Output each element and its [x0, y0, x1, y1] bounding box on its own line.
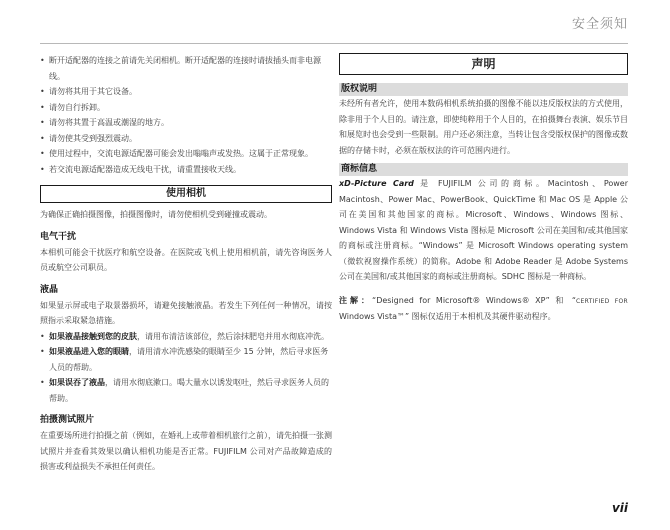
list-item: • 请勿将其用于其它设备。	[40, 84, 332, 100]
note-label: 注解：	[339, 295, 373, 305]
trademark-body: 是 FUJIFILM 公司的商标。Macintosh、Power Macintosh、Power Mac、PowerBook、QuickTime 和 Mac OS 是 Apple 公司在美国和其他国家的商标。Microsoft、Windows、Windows 图标、Windows Vista 和 Windows Vista 图标是 Microsoft 公司在美国和/或其他国家的商标或注册商标。“Windows” 是 Microsoft Windows operating system（微软视窗操作系统）的简称。Adobe 和 Adobe Reader 是 Adobe Systems 公司在美国和/或其他国家的商标或注册商标。SDHC 图标是一种商标。	[339, 179, 629, 281]
trademark-text	[339, 176, 628, 285]
left-column	[40, 53, 332, 475]
test-shot-text: 在重要场所进行拍摄之前（例如，在婚礼上或带着相机旅行之前），请先拍摄一张测试照片并查看其效果以确认相机功能是否正常。FUJIFILM 公司对产品故障造成的损害或利益损失不承担任何责任。	[40, 431, 332, 471]
copyright-text: 未经所有者允许，使用本数码相机系统拍摄的图像不能以违反版权法的方式使用，除非用于个人目的。请注意，即使纯粹用于个人目的，在拍摄舞台表演、娱乐节目和展览时也会受到一些限制。用户还必须注意，当转让包含受版权保护的图像或数据的存储卡时，必须在版权法的许可范围内进行。	[339, 99, 628, 155]
note-text-b: Windows Vista™” 图标仅适用于本相机及其硬件驱动程序。	[339, 312, 556, 321]
list-item: • 请勿将其置于高温或潮湿的地方。	[40, 115, 332, 131]
interference-text: 本相机可能会干扰医疗和航空设备。在医院或飞机上使用相机前，请先咨询医务人员或航空公司职员。	[40, 247, 332, 272]
lcd-item-emphasis: 如果误吞了液晶	[49, 378, 105, 387]
interference-heading: 电气干扰	[40, 231, 77, 242]
list-item: • 请勿使其受到强烈震动。	[40, 131, 332, 147]
note	[339, 293, 628, 325]
lcd-item-emphasis: 如果液晶进入您的眼睛	[49, 347, 129, 356]
header-divider	[40, 43, 628, 44]
use-camera-text: 为确保正确拍摄图像，拍摄图像时，请勿使相机受到碰撞或震动。	[40, 210, 272, 219]
lcd-item-emphasis: 如果液晶接触到您的皮肤	[49, 331, 137, 341]
list-item: • 断开适配器的连接之前请先关闭相机。断开适配器的连接时请拔插头而非电源线。	[40, 53, 332, 84]
list-item	[40, 329, 332, 345]
xd-card-brand: xD-Picture Card	[339, 179, 414, 188]
list-item	[40, 375, 332, 406]
list-item: • 使用过程中，交流电源适配器可能会发出嗡嗡声或发热。这属于正常现象。	[40, 146, 332, 162]
adapter-warnings-list	[40, 53, 332, 177]
note-smallcaps: CERTIFIED FOR	[576, 297, 628, 305]
test-shot-heading: 拍摄测试照片	[40, 415, 95, 425]
lcd-emergency-list	[40, 329, 332, 407]
list-item: • 若交流电源适配器造成无线电干扰，请重置接收天线。	[40, 162, 332, 178]
right-column	[339, 53, 628, 325]
trademark-heading: 商标信息	[339, 163, 628, 176]
lcd-item-text: ，请用清水冲洗感染的眼睛至少 15 分钟，然后寻求医务人员的帮助。	[49, 347, 329, 372]
lcd-heading: 液晶	[40, 284, 59, 295]
lcd-item-text: ，请用水彻底漱口。喝大量水以诱发呕吐，然后寻求医务人员的帮助。	[49, 378, 329, 403]
lcd-text: 如果显示屏或电子取景器损坏，请避免接触液晶。若发生下列任何一种情况，请按照指示采取紧急措施。	[40, 300, 332, 325]
list-item	[40, 344, 332, 375]
note-text-a: “Designed for Microsoft® Windows® XP” 和 “	[372, 295, 577, 305]
use-camera-heading: 使用相机	[40, 185, 332, 203]
page-number: vii	[611, 501, 628, 515]
statement-heading: 声明	[339, 53, 628, 75]
page-header-title: 安全须知	[571, 17, 628, 32]
lcd-item-text: ，请用布清洁该部位，然后涂抹肥皂并用水彻底冲洗。	[137, 331, 329, 341]
copyright-heading: 版权说明	[339, 83, 628, 96]
list-item: • 请勿自行拆卸。	[40, 100, 332, 116]
